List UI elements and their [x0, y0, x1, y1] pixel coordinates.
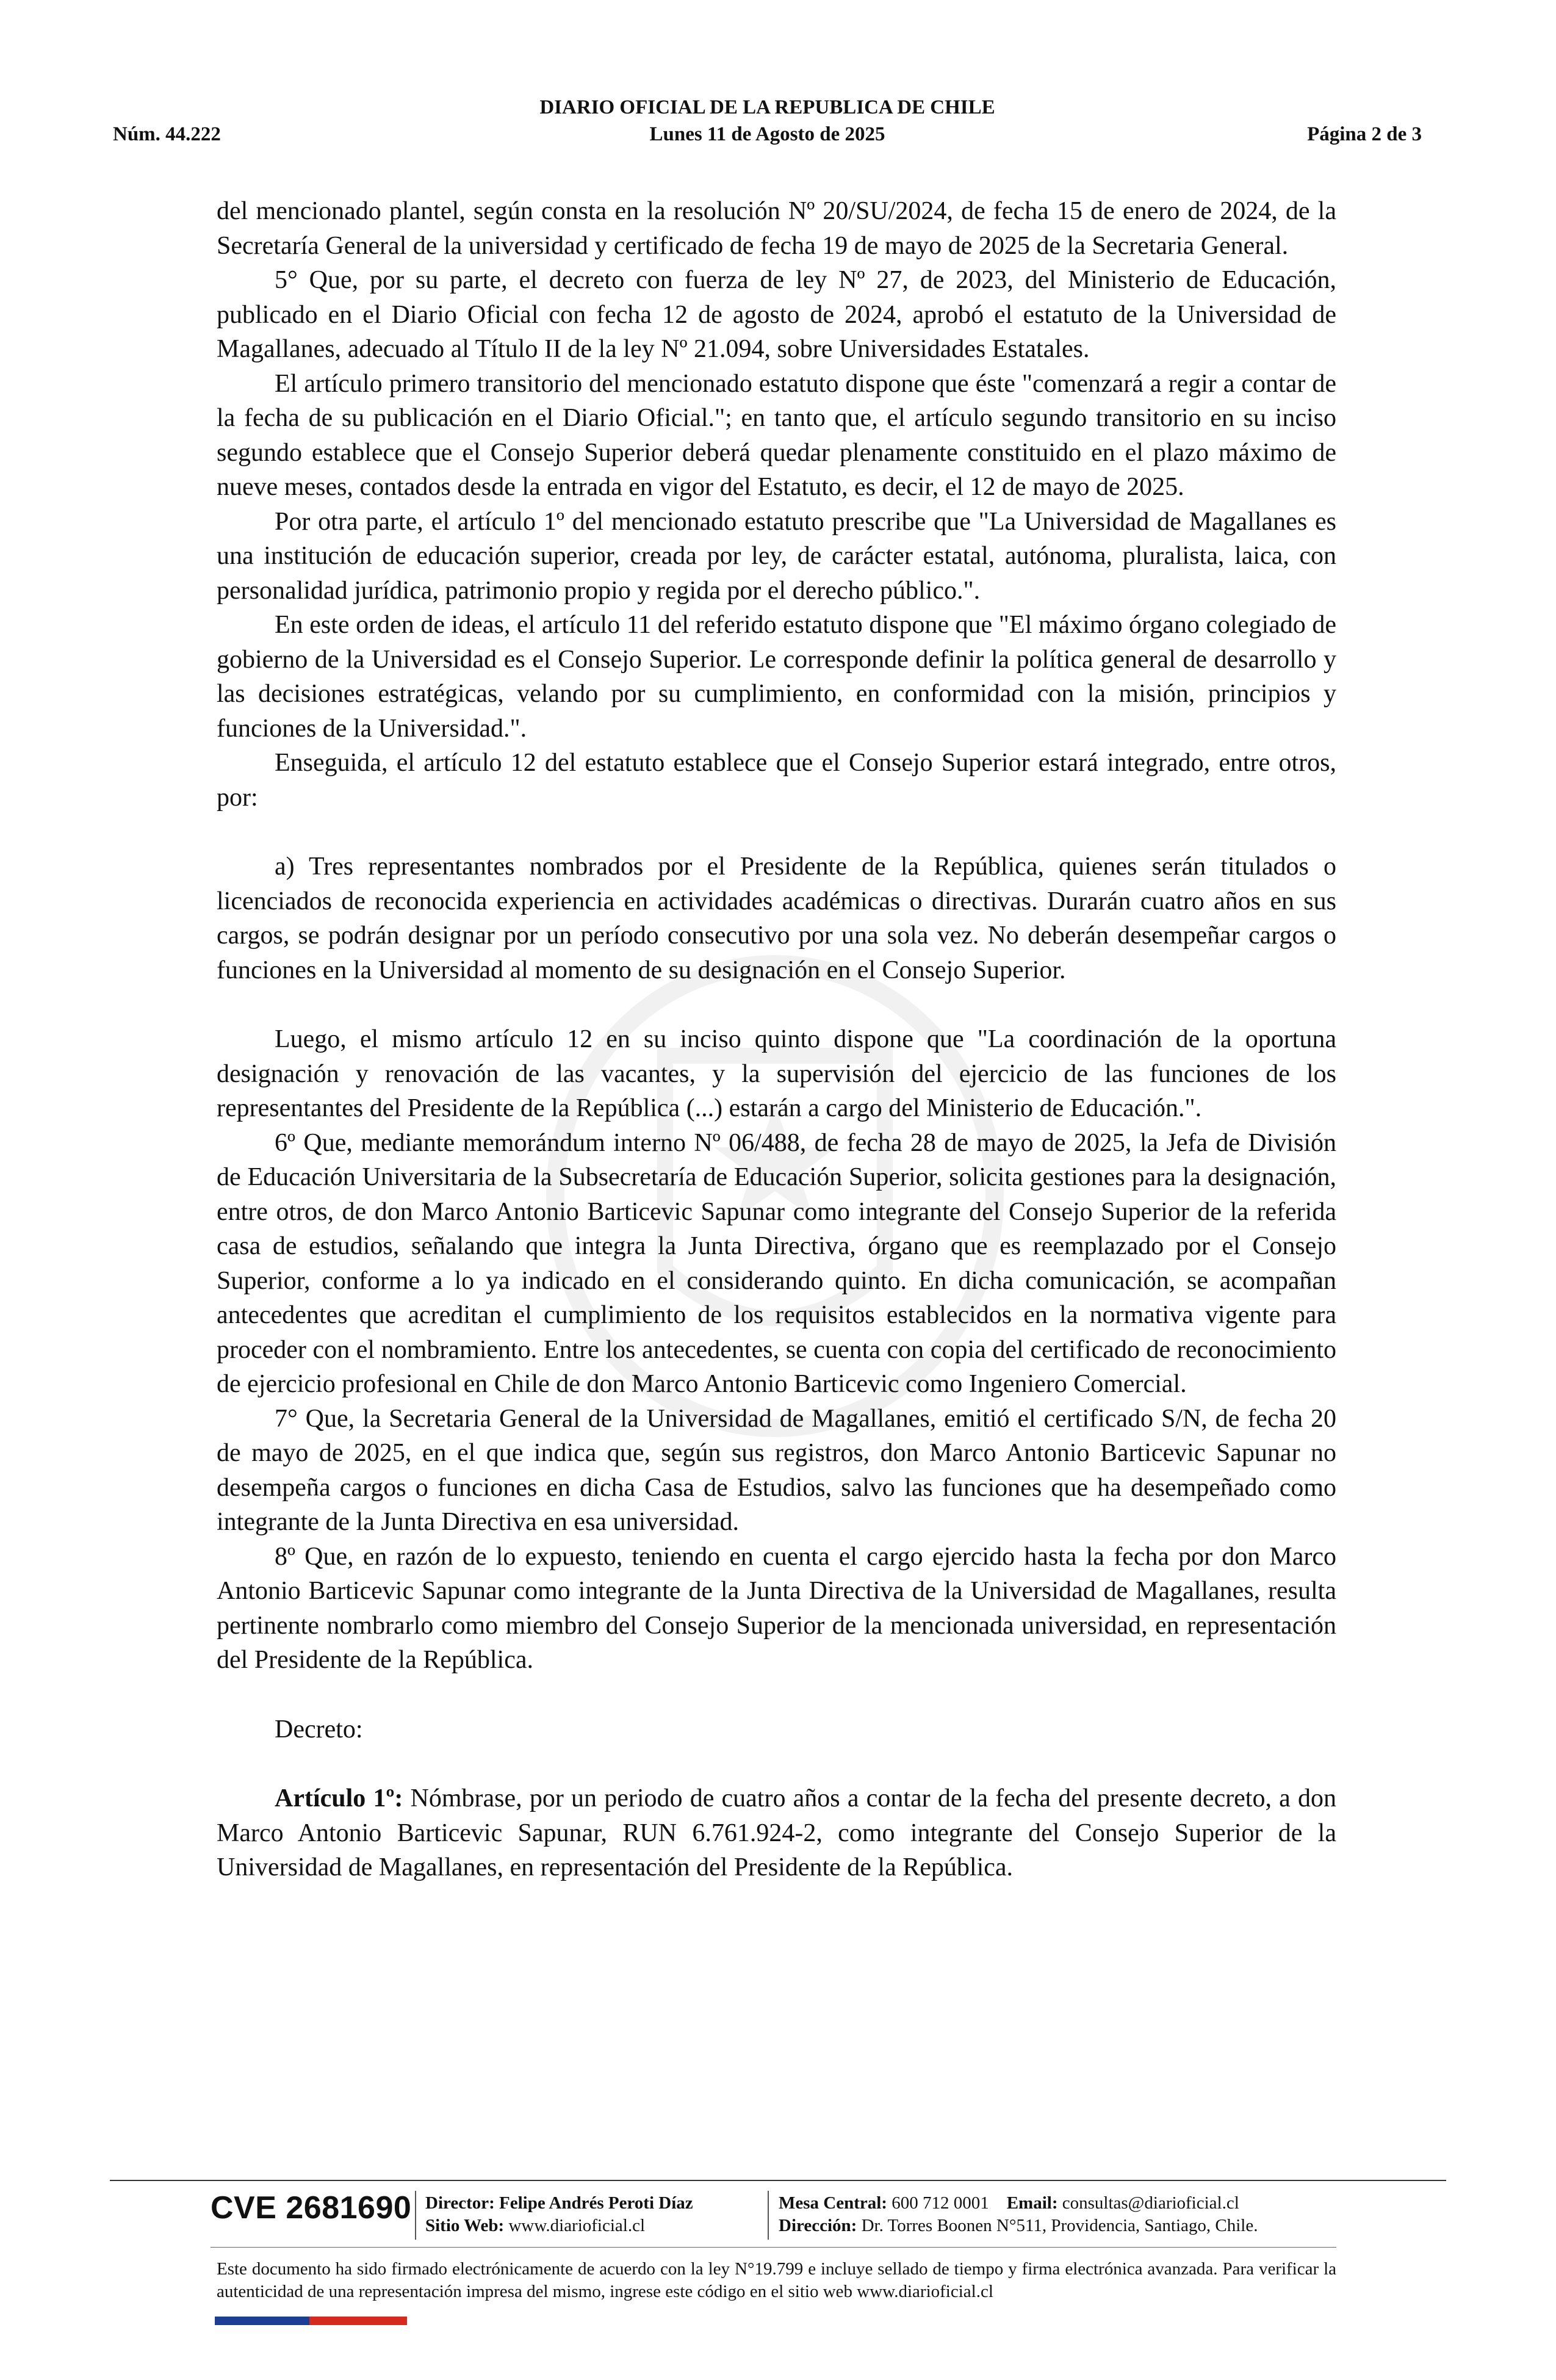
article-1: [217, 1781, 1336, 1885]
paragraph-considerando-8: 8º Que, en razón de lo expuesto, teniendo en cuenta el cargo ejercido hasta la fecha por don Marco Antonio Barticevic Sapunar como integrante de la Junta Directiva de la Universidad de Magallanes, resulta pertinente nombrarlo como miembro del Consejo Superior de la mencionada universidad, en representación del Presidente de la República.: [217, 1542, 1336, 1674]
paragraph-considerando-5: 5° Que, por su parte, el decreto con fuerza de ley Nº 27, de 2023, del Ministerio de Educación, publicado en el Diario Oficial con fecha 12 de agosto de 2024, aprobó el estatuto de la Universidad de Magallanes, adecuado al Título II de la ley Nº 21.094, sobre Universidades Estatales.: [217, 266, 1336, 363]
footer-director-block: [425, 2192, 693, 2237]
paragraph-transitory-articles: El artículo primero transitorio del mencionado estatuto dispone que éste "comenzará a regir a contar de la fecha de su publicación en el Diario Oficial."; en tanto que, el artículo segundo transitorio en su inciso segundo establece que el Consejo Superior deberá quedar plenamente constituido en el plazo máximo de nueve meses, contados desde la entrada en vigor del Estatuto, es decir, el 12 de mayo de 2025.: [217, 369, 1336, 501]
flag-stripe-blue: [215, 2317, 309, 2325]
article-1-text: Nómbrase, por un periodo de cuatro años a contar de la fecha del presente decreto, a don Marco Antonio Barticevic Sapunar, RUN 6.761.924-2, como integrante del Consejo Superior de la Universidad de Magallanes, en representación del Presidente de la República.: [217, 1784, 1336, 1881]
publication-date: Lunes 11 de Agosto de 2025: [649, 123, 885, 145]
footer-divider: [768, 2191, 769, 2240]
footer-divider: [415, 2191, 416, 2240]
cve-code: CVE 2681690: [211, 2190, 412, 2226]
paragraph-article-11: En este orden de ideas, el artículo 11 del referido estatuto dispone que "El máximo órgano colegiado de gobierno de la Universidad es el Consejo Superior. Le corresponde definir la política general de desarrollo y las decisiones estratégicas, velando por su cumplimiento, en conformidad con la misión, principios y funciones de la Universidad.".: [217, 611, 1336, 743]
address-label: Dirección:: [779, 2216, 857, 2235]
phone-number: 600 712 0001: [891, 2193, 989, 2213]
page-number: Página 2 de 3: [1307, 123, 1422, 145]
flag-stripe-red: [309, 2317, 407, 2325]
legal-notice: Este documento ha sido firmado electrónicamente de acuerdo con la ley N°19.799 e incluye sellado de tiempo y firma electrónica avanzada. Para verificar la autenticidad de una representación impresa del mismo, ingrese este código en el sitio web www.diarioficial.cl: [217, 2259, 1336, 2301]
decreto-heading: Decreto:: [275, 1715, 363, 1744]
paragraph-continuation: del mencionado plantel, según consta en la resolución Nº 20/SU/2024, de fecha 15 de enero de 2024, de la Secretaría General de la universidad y certificado de fecha 19 de mayo de 2025 de la Secretaria General.: [217, 197, 1336, 260]
paragraph-considerando-6: 6º Que, mediante memorándum interno Nº 06/488, de fecha 28 de mayo de 2025, la Jefa de División de Educación Universitaria de la Subsecretaría de Educación Superior, solicita gestiones para la designación, entre otros, de don Marco Antonio Barticevic Sapunar como integrante del Consejo Superior de la referida casa de estudios, señalando que integra la Junta Directiva, órgano que es reemplazado por el Consejo Superior, conforme a lo ya indicado en el considerando quinto. En dicha comunicación, se acompañan antecedentes que acreditan el cumplimiento de los requisitos establecidos en la normativa vigente para proceder con el nombramiento. Entre los antecedentes, se cuenta con copia del certificado de reconocimiento de ejercicio profesional en Chile de don Marco Antonio Barticevic como Ingeniero Comercial.: [217, 1128, 1336, 1398]
issue-number: Núm. 44.222: [113, 123, 221, 145]
document-body: [217, 194, 1336, 1885]
publication-title: DIARIO OFICIAL DE LA REPUBLICA DE CHILE: [539, 96, 995, 118]
website-link[interactable]: www.diarioficial.cl: [508, 2216, 646, 2235]
address-text: Dr. Torres Boonen N°511, Providencia, Santiago, Chile.: [861, 2216, 1258, 2235]
website-label: Sitio Web:: [425, 2216, 505, 2235]
phone-label: Mesa Central:: [779, 2193, 887, 2213]
director-name: Felipe Andrés Peroti Díaz: [499, 2193, 693, 2213]
email-label: Email:: [1006, 2193, 1058, 2213]
article-1-label: Artículo 1º:: [275, 1784, 403, 1812]
paragraph-article-12: Enseguida, el artículo 12 del estatuto establece que el Consejo Superior estará integrado, entre otros, por:: [217, 749, 1336, 812]
paragraph-letter-a: a) Tres representantes nombrados por el Presidente de la República, quienes serán titulados o licenciados de reconocida experiencia en actividades académicas o directivas. Durarán cuatro años en sus cargos, se podrán designar por un período consecutivo por una sola vez. No deberán desempeñar cargos o funciones en la Universidad al momento de su designación en el Consejo Superior.: [217, 853, 1336, 984]
paragraph-considerando-7: 7° Que, la Secretaria General de la Universidad de Magallanes, emitió el certificado S/N, de fecha 20 de mayo de 2025, en el que indica que, según sus registros, don Marco Antonio Barticevic Sapunar no desempeña cargos o funciones en dicha Casa de Estudios, salvo las funciones que ha desempeñado como integrante de la Junta Directiva en esa universidad.: [217, 1404, 1336, 1536]
director-label: Director:: [425, 2193, 495, 2213]
paragraph-article-1: Por otra parte, el artículo 1º del mencionado estatuto prescribe que "La Universidad de Magallanes es una institución de educación superior, creada por ley, de carácter estatal, autónoma, pluralista, laica, con personalidad jurídica, patrimonio propio y regida por el derecho público.".: [217, 507, 1336, 605]
footer-contact-block: [779, 2192, 1258, 2237]
paragraph-article-12-inciso-5: Luego, el mismo artículo 12 en su inciso quinto dispone que "La coordinación de la oportuna designación y renovación de las vacantes, y la supervisión del ejercicio de las funciones de los representantes del Presidente de la República (...) estarán a cargo del Ministerio de Educación.".: [217, 1025, 1336, 1122]
footer-inner-divider: [211, 2247, 1336, 2248]
page-header: [113, 96, 1422, 151]
footer-top-divider: [110, 2180, 1446, 2181]
email-link[interactable]: consultas@diarioficial.cl: [1062, 2193, 1239, 2213]
